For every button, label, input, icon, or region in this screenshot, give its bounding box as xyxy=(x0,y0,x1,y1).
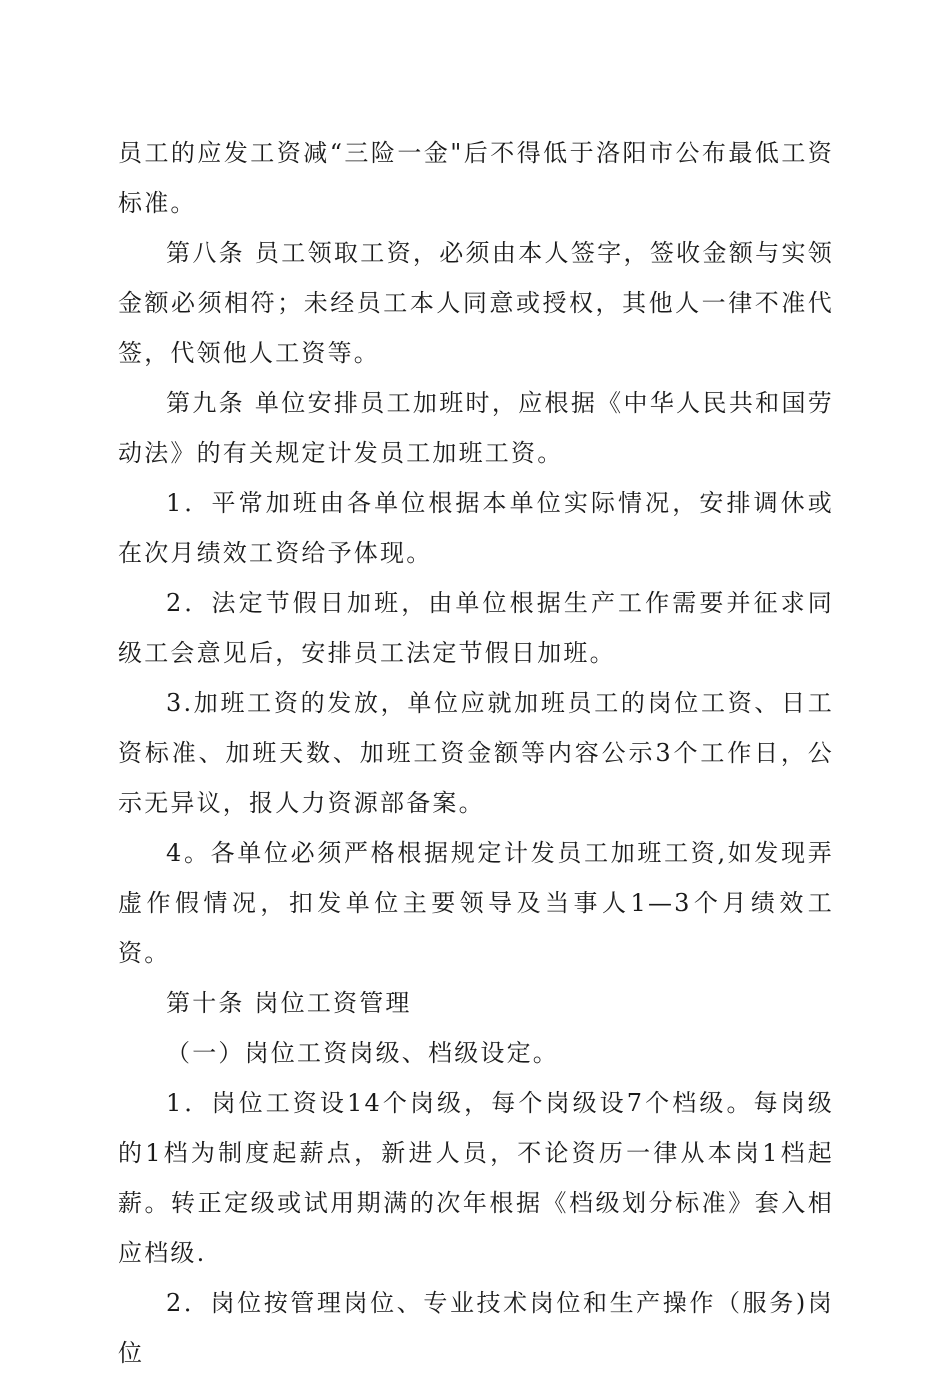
paragraph-wage-standard: 员工的应发工资减“三险一金"后不得低于洛阳市公布最低工资标准。 xyxy=(118,139,834,217)
paragraph-article-9: 第九条 单位安排员工加班时，应根据《中华人民共和国劳动法》的有关规定计发员工加班工资。 xyxy=(118,389,834,467)
paragraph-section-1: （一）岗位工资岗级、档级设定。 xyxy=(166,1039,559,1067)
paragraph-article-8: 第八条 员工领取工资，必须由本人签字，签收金额与实领金额必须相符；未经员工本人同意或授权，其他人一律不准代签，代领他人工资等。 xyxy=(118,239,834,367)
paragraph-overtime-item-1: 1．平常加班由各单位根据本单位实际情况，安排调休或在次月绩效工资给予体现。 xyxy=(118,489,834,567)
paragraph-article-10: 第十条 岗位工资管理 xyxy=(166,989,412,1017)
paragraph-overtime-item-2: 2．法定节假日加班，由单位根据生产工作需要并征求同级工会意见后，安排员工法定节假日加班。 xyxy=(118,589,834,667)
paragraph-overtime-item-3: 3.加班工资的发放，单位应就加班员工的岗位工资、日工资标准、加班天数、加班工资金额等内容公示3个工作日，公示无异议，报人力资源部备案。 xyxy=(118,689,834,817)
paragraph-overtime-item-4: 4。各单位必须严格根据规定计发员工加班工资,如发现弄虚作假情况，扣发单位主要领导及当事人1—3个月绩效工资。 xyxy=(118,839,834,967)
paragraph-grade-item-1: 1．岗位工资设14个岗级，每个岗级设7个档级。每岗级的1档为制度起薪点，新进人员，不论资历一律从本岗1档起薪。转正定级或试用期满的次年根据《档级划分标准》套入相应档级. xyxy=(118,1089,834,1267)
paragraph-grade-item-2: 2．岗位按管理岗位、专业技术岗位和生产操作（服务)岗位 xyxy=(118,1289,834,1367)
document-body xyxy=(118,128,834,1378)
